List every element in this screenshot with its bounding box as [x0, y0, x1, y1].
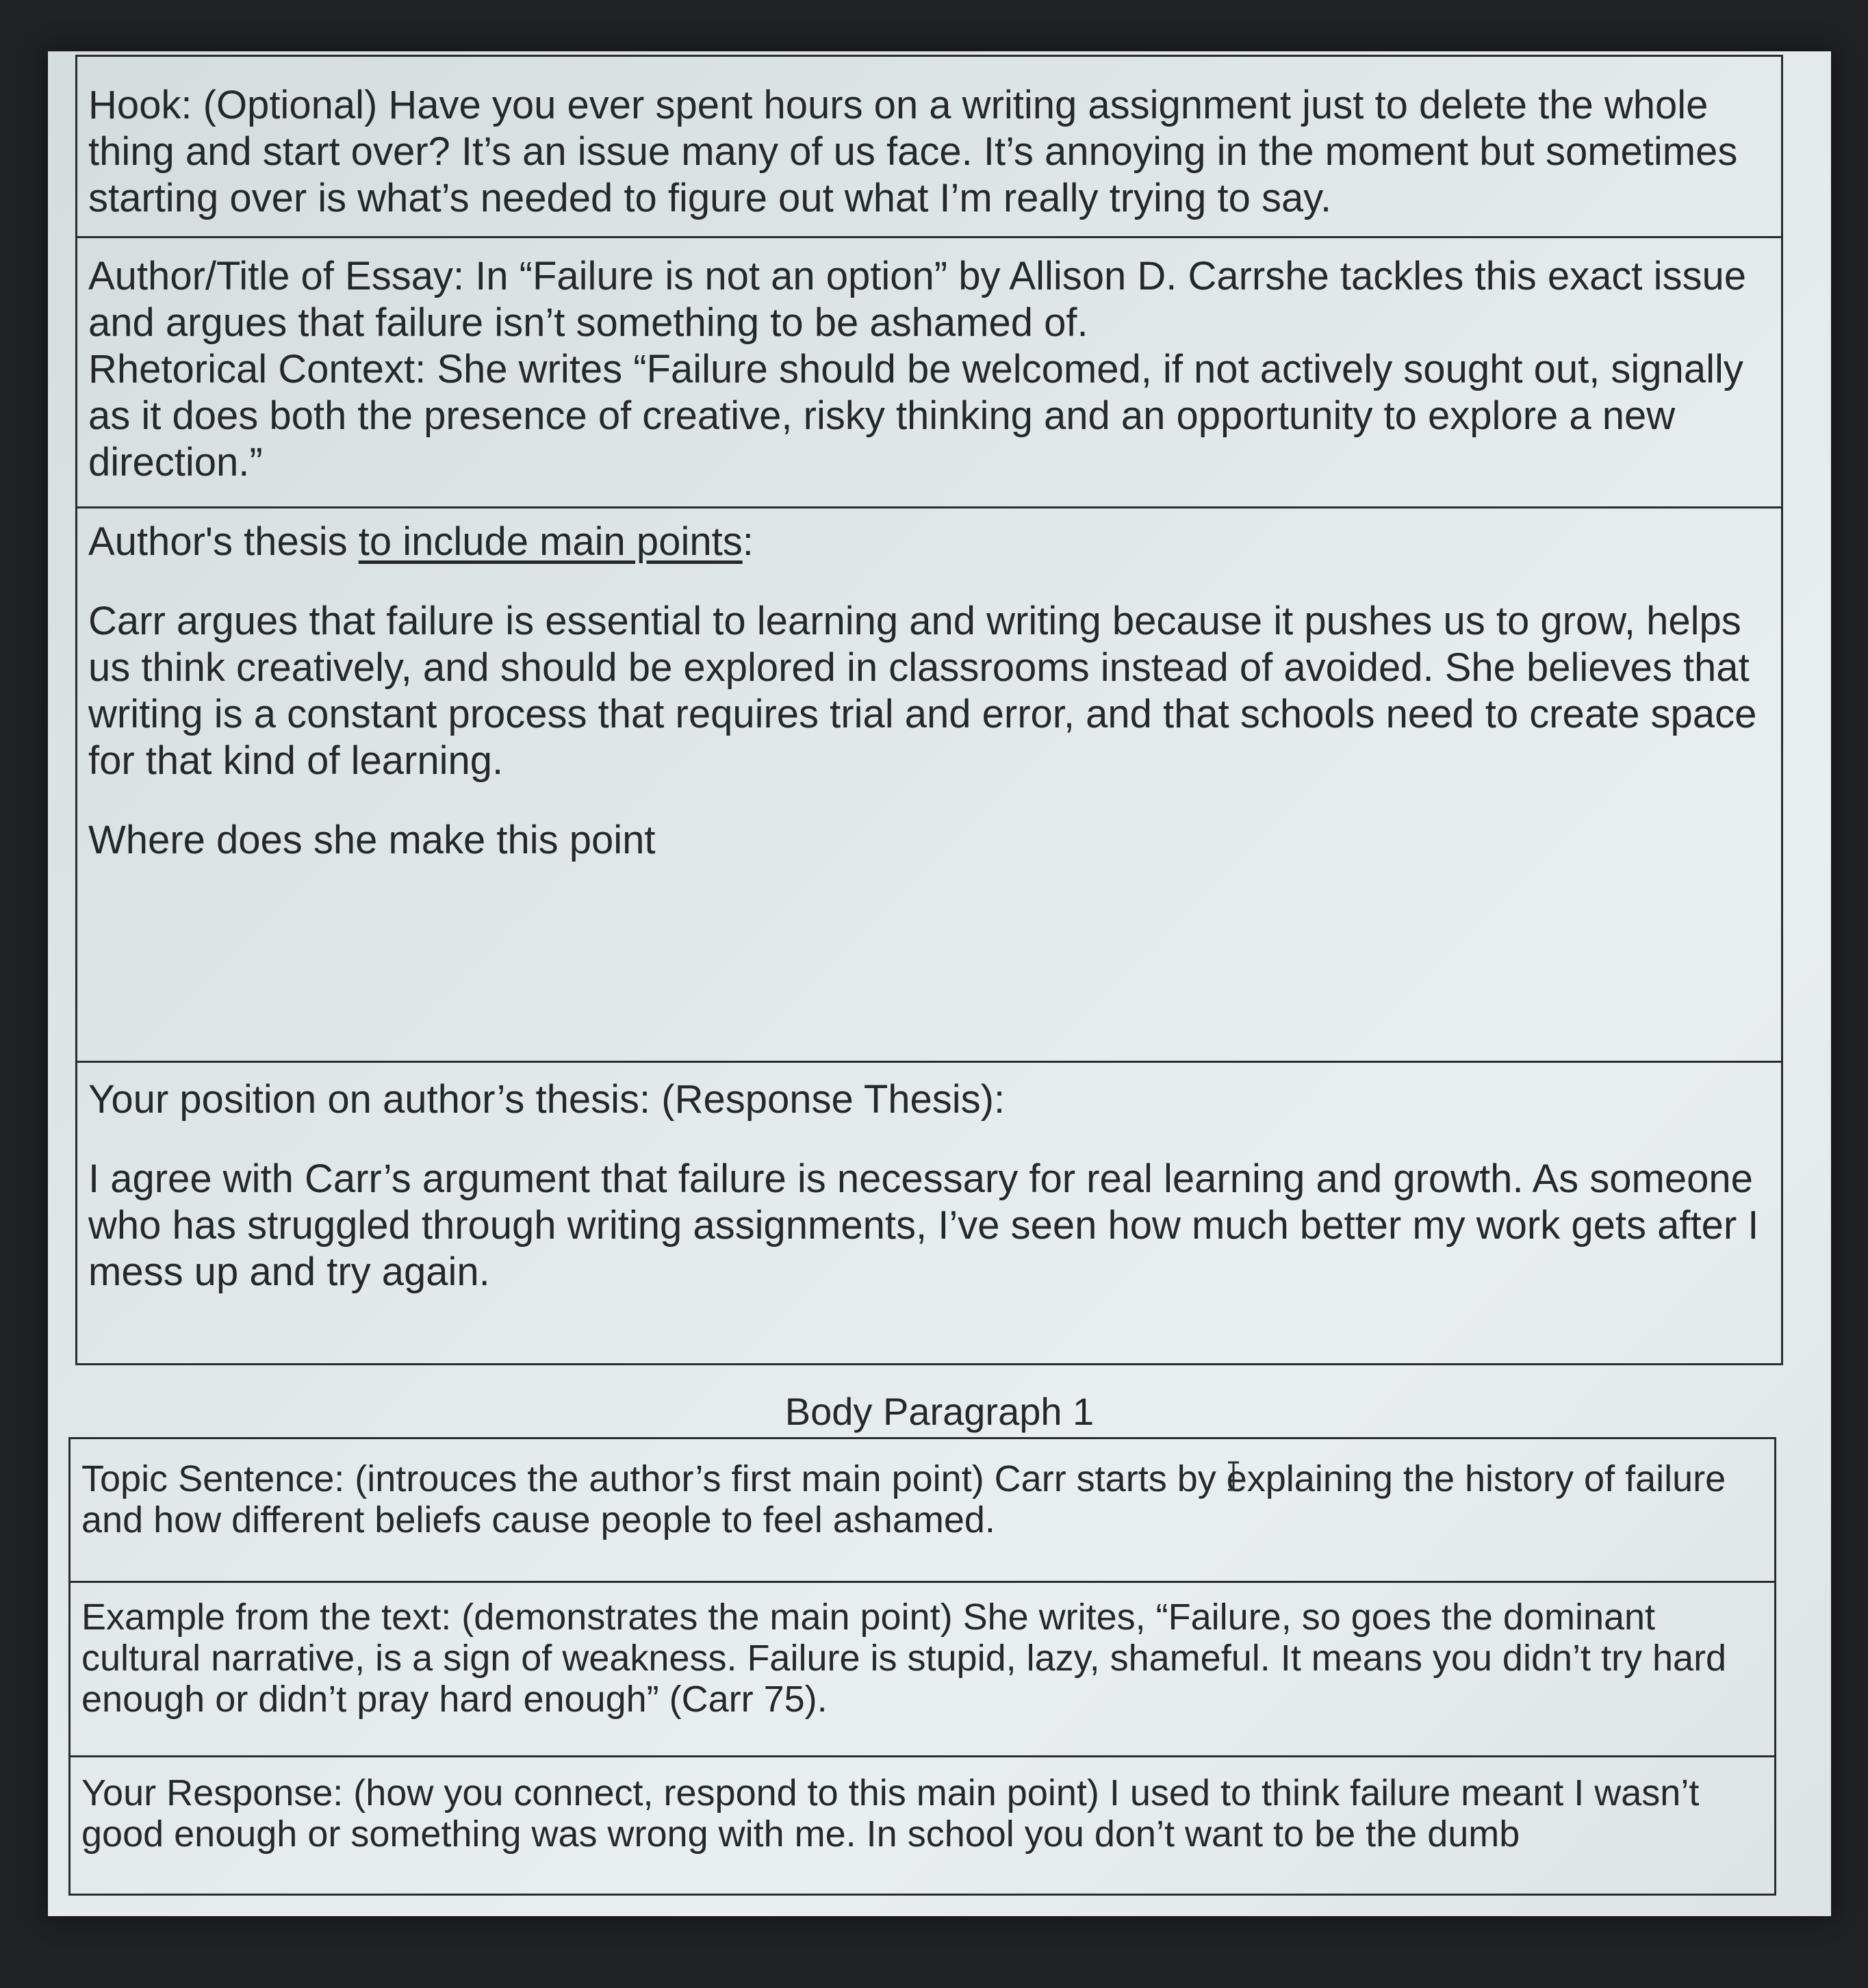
thesis-label-prefix: Author's thesis	[88, 519, 359, 564]
author-thesis-cell[interactable]	[77, 508, 1781, 1063]
thesis-label-suffix: :	[742, 519, 754, 564]
rhetorical-context-text: Rhetorical Context: She writes “Failure should be welcomed, if not actively sought out, signally as it does both the presence of creative, risky thinking and an opportunity to explore a new direction.”	[88, 347, 1743, 485]
response-cell[interactable]	[71, 1757, 1774, 1855]
example-cell[interactable]	[71, 1583, 1774, 1757]
position-text: I agree with Carr’s argument that failure is necessary for real learning and growth. As someone who has struggled through writing assignments, I’ve seen how much better my work gets after I mess up and try again.	[88, 1157, 1759, 1294]
text-cursor-icon	[1225, 1461, 1242, 1491]
topic-sentence-cell[interactable]	[71, 1439, 1774, 1583]
example-text: Example from the text: (demonstrates the main point) She writes, “Failure, so goes the dominant cultural narrative, is a sign of weakness. Failure is stupid, lazy, shameful. It means you didn’t try hard enough or didn’t pray hard enough” (Carr 75).	[81, 1597, 1727, 1720]
thesis-text: Carr argues that failure is essential to learning and writing because it pushes us to grow, helps us think creatively, and should be explored in classrooms instead of avoided. She believes that writing is a constant process that requires trial and error, and that schools need to create space for that kind of learning.	[88, 599, 1757, 783]
thesis-label-underlined: to include main points	[358, 519, 743, 564]
author-context-cell[interactable]	[77, 238, 1781, 508]
author-title-text: Author/Title of Essay: In “Failure is not an option” by Allison D. Carrshe tackles this exact issue and argues that failure isn’t something to be ashamed of.	[88, 254, 1747, 345]
thesis-label	[88, 519, 1770, 565]
topic-sentence-text: Topic Sentence: (introuces the author’s first main point) Carr starts by explaining the history of failure and how different beliefs cause people to feel ashamed.	[81, 1458, 1726, 1540]
intro-table	[75, 55, 1783, 1365]
body-paragraph-table	[68, 1437, 1776, 1896]
thesis-where-text: Where does she make this point	[88, 818, 656, 862]
response-text: Your Response: (how you connect, respond to this main point) I used to think failure meant I wasn’t good enough or something was wrong with me. In school you don’t want to be the dumb	[81, 1772, 1700, 1855]
document-page	[48, 51, 1831, 1916]
position-cell[interactable]	[77, 1063, 1781, 1295]
hook-text: Hook: (Optional) Have you ever spent hours on a writing assignment just to delete the whole thing and start over? It’s an issue many of us face. It’s annoying in the moment but sometimes starting over is what’s needed to figure out what I’m really trying to say.	[88, 83, 1738, 220]
body-paragraph-title: Body Paragraph 1	[784, 1390, 1095, 1433]
hook-cell[interactable]	[77, 57, 1781, 238]
position-label: Your position on author’s thesis: (Response Thesis):	[88, 1077, 1006, 1122]
